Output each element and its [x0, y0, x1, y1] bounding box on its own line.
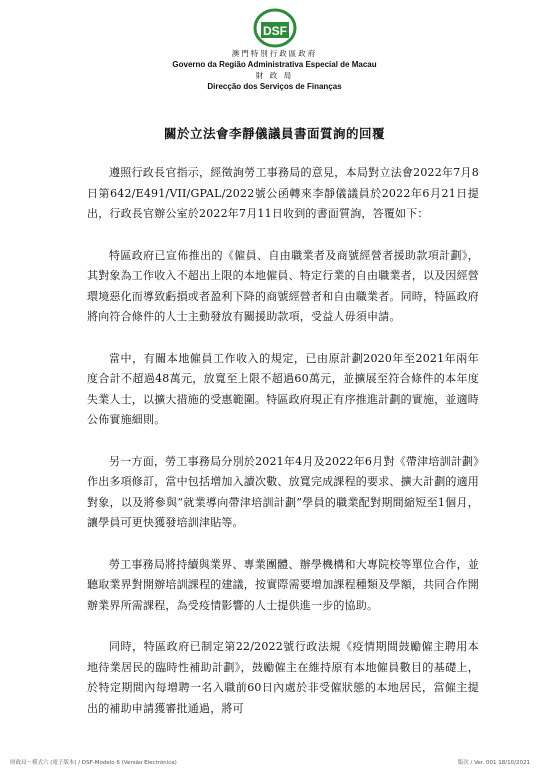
- dept-name-chinese: 財 政 局: [255, 71, 294, 80]
- paragraph-2: 特區政府已宣佈推出的《僱員、自由職業者及商號經營者援助款項計劃》，其對象為工作收入不超出上限的本地僱員、特定行業的自由職業者，以及因經營環境惡化而導致虧損或者盈利下降的商號經營者和自由職業者。同時，特區政府將向符合條件的人士主動發放有關援助款項，受益人毋須申請。: [87, 248, 479, 323]
- paragraph-5: 勞工事務局將持續與業界、專業團體、辦學機構和大專院校等單位合作，並聽取業界對開辦培訓課程的建議，按實際需要增加課程種類及學額，共同合作開辦業界所需課程，為受疫情影響的人士提供進一步的協助。: [87, 557, 479, 612]
- org-name-portuguese: Governo da Região Administrativa Especial de Macau: [172, 60, 377, 69]
- document-body: [87, 163, 479, 740]
- dept-name-portuguese: Direcção dos Serviços de Finanças: [207, 82, 342, 91]
- letterhead: [0, 8, 549, 92]
- dsf-logo: [253, 8, 297, 48]
- paragraph-3: 當中，有關本地僱員工作收入的規定，已由原計劃2020年至2021年兩年度合計不超過48萬元，放寬至上限不超過60萬元，並擴展至符合條件的本年度失業人士，以擴大措施的受惠範圍。特區政府現正有序推進計劃的實施，並適時公佈實施細則。: [87, 351, 479, 426]
- paragraph-6: 同時，特區政府已制定第22/2022號行政法規《疫情期間鼓勵僱主聘用本地待業居民的臨時性補助計劃》，鼓勵僱主在維持原有本地僱員數目的基礎上，於特定期間內每增聘一名入職前60日內處於非受僱狀態的本地居民，當僱主提出的補助申請獲審批通過，將可: [87, 640, 479, 715]
- paragraph-4: 另一方面，勞工事務局分別於2021年4月及2022年6月對《帶津培訓計劃》作出多項修訂，當中包括增加入讀次數、放寬完成課程的要求、擴大計劃的適用對象，以及將參與“就業導向帶津培訓計劃”學員的職業配對期間縮短至1個月，讓學員可更快獲發培訓津貼等。: [87, 454, 479, 529]
- org-name-chinese: 澳門特別行政區政府: [231, 49, 318, 58]
- footer-version: 版次 / Ver. 001 18/10/2021: [457, 760, 530, 766]
- logo-text: DSF: [262, 24, 287, 38]
- footer-form-id: 財政局－模式六 (電子版本) / DSF-Modelo 6 (Versão Electrónica): [10, 760, 177, 766]
- paragraph-1: 遵照行政長官指示，經徵詢勞工事務局的意見，本局對立法會2022年7月8日第642/E491/VII/GPAL/2022號公函轉來李靜儀議員於2022年6月21日提出，行政長官辦公室於2022年7月11日收到的書面質詢，答覆如下：: [87, 166, 479, 220]
- document-title: 關於立法會李靜儀議員書面質詢的回覆: [163, 126, 385, 141]
